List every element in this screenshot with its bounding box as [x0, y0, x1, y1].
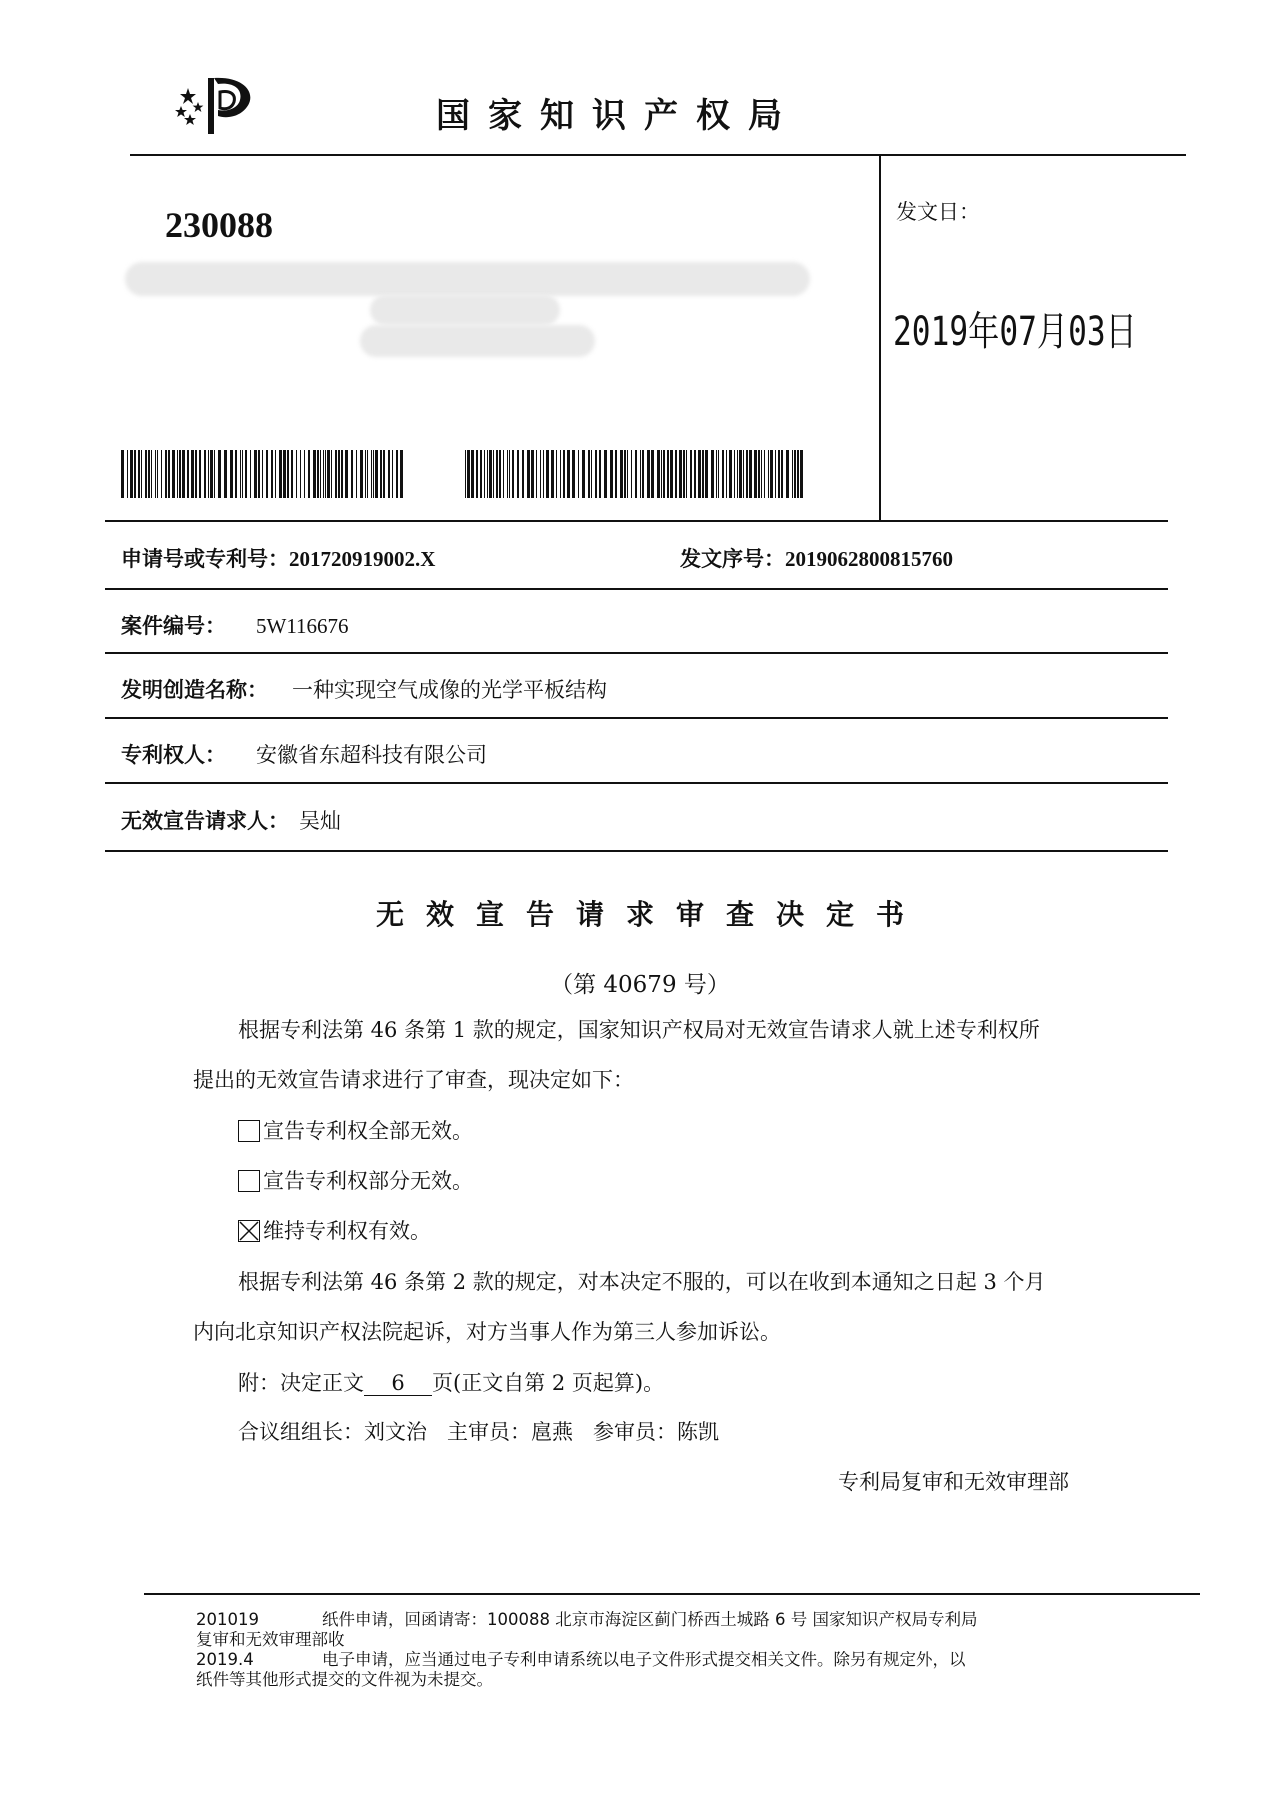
barcode-bar: [338, 450, 340, 498]
serial-number-row: [680, 543, 953, 573]
option-maintain-valid-label: 维持专利权有效。: [263, 1219, 431, 1243]
invention-title-value: 一种实现空气成像的光学平板结构: [292, 678, 607, 702]
barcode-bar: [138, 450, 140, 498]
attachment-prefix: 附：决定正文: [238, 1371, 364, 1395]
barcode-bar: [487, 450, 488, 498]
barcode-bar: [794, 450, 796, 498]
requester-row: [121, 805, 341, 835]
barcode-bar: [145, 450, 147, 498]
barcode-bar: [214, 450, 215, 498]
application-number-label: 申请号或专利号：: [121, 547, 289, 571]
barcode-bar: [615, 450, 617, 498]
barcode-bar: [509, 450, 510, 498]
barcode-bar: [588, 450, 590, 498]
barcode-bar: [204, 450, 206, 498]
barcode-bar: [365, 450, 366, 498]
barcode-bar: [739, 450, 742, 498]
row-divider-3: [105, 717, 1168, 719]
barcode-bar: [754, 450, 757, 498]
barcode-bar: [578, 450, 579, 498]
barcode-bar: [567, 450, 570, 498]
redacted-address-line-1: [125, 262, 810, 296]
barcode-bar: [797, 450, 799, 498]
barcode-bar: [165, 450, 167, 498]
barcode-bar: [210, 450, 213, 498]
barcode-bar: [563, 450, 565, 498]
paragraph-1-line-1: 根据专利法第 46 条第 1 款的规定，国家知识产权局对无效宣告请求人就上述专利权所: [238, 1018, 1040, 1042]
barcode-bar: [300, 450, 301, 498]
barcode-bar: [187, 450, 189, 498]
footer-line-3: [196, 1650, 966, 1669]
barcode-bar: [388, 450, 390, 498]
barcode-bar: [726, 450, 727, 498]
barcode-bar: [141, 450, 142, 498]
barcode-bar: [121, 450, 124, 498]
barcode-bar: [341, 450, 343, 498]
barcode-bar: [199, 450, 201, 498]
barcode-bar: [781, 450, 783, 498]
barcode-bar: [240, 450, 241, 498]
invention-title-row: [121, 674, 607, 704]
barcode-bar: [151, 450, 152, 498]
barcode-bar: [512, 450, 514, 498]
decision-title: 无效宣告请求审查决定书: [375, 898, 926, 931]
barcode-bar: [631, 450, 632, 498]
barcode-bar: [287, 450, 289, 498]
barcode-bar: [683, 450, 685, 498]
barcode-bar: [308, 450, 310, 498]
barcode-bar: [778, 450, 780, 498]
barcode-bar: [540, 450, 541, 498]
barcode-bar: [351, 450, 353, 498]
requester-label: 无效宣告请求人：: [121, 809, 289, 833]
option-invalidate-all-label: 宣告专利权全部无效。: [263, 1119, 473, 1143]
barcode-bar: [360, 450, 363, 498]
footer-line-1: [196, 1610, 977, 1629]
barcode-bar: [620, 450, 623, 498]
barcode-bar: [380, 450, 382, 498]
barcode-bar: [471, 450, 474, 498]
barcode-bar: [591, 450, 592, 498]
barcode-bar: [722, 450, 724, 498]
barcode-bar: [325, 450, 326, 498]
barcode-bar: [711, 450, 714, 498]
redacted-address-line-3: [360, 325, 595, 357]
footer-paper-application: 纸件申请，回函请寄：100088 北京市海淀区蓟门桥西土城路 6 号 国家知识产权局专利局: [322, 1610, 978, 1629]
footer-line-4: 纸件等其他形式提交的文件视为未提交。: [196, 1670, 493, 1689]
barcode-bar: [507, 450, 508, 498]
barcode-bar: [161, 450, 162, 498]
barcode-bar: [258, 450, 260, 498]
barcode-bar: [182, 450, 185, 498]
footer-line-2: 复审和无效审理部收: [196, 1630, 345, 1649]
barcode-bar: [191, 450, 194, 498]
option-invalidate-part-label: 宣告专利权部分无效。: [263, 1169, 473, 1193]
option-invalidate-all: [238, 1120, 473, 1142]
checkbox-icon: [238, 1120, 260, 1142]
barcode-bar: [465, 450, 466, 498]
row-divider-5: [105, 850, 1168, 852]
paragraph-1-line-2: 提出的无效宣告请求进行了审查，现决定如下：: [193, 1068, 634, 1092]
barcode-bar: [764, 450, 765, 498]
barcode-bar: [599, 450, 601, 498]
barcode-bar: [271, 450, 273, 498]
barcode-bar: [734, 450, 735, 498]
barcode-bar: [400, 450, 403, 498]
barcode-bar: [373, 450, 374, 498]
barcode-bar: [172, 450, 175, 498]
patentee-label: 专利权人：: [121, 743, 226, 767]
barcode-bar: [546, 450, 549, 498]
barcode-right: [465, 450, 810, 498]
barcode-bar: [624, 450, 626, 498]
barcode-bar: [749, 450, 752, 498]
barcode-bar: [716, 450, 717, 498]
checkbox-icon: [238, 1170, 260, 1192]
barcode-bar: [543, 450, 544, 498]
barcode-bar: [770, 450, 773, 498]
barcode-bar: [627, 450, 628, 498]
barcode-bar: [480, 450, 482, 498]
serial-number-value: 2019062800815760: [785, 547, 953, 571]
attachment-pages: 6: [364, 1372, 432, 1396]
barcode-bar: [792, 450, 793, 498]
barcode-bar: [235, 450, 237, 498]
barcode-bar: [556, 450, 557, 498]
barcode-bar: [768, 450, 769, 498]
header-vertical-divider: [879, 156, 881, 522]
case-number-label: 案件编号：: [121, 614, 226, 638]
barcode-bar: [134, 450, 136, 498]
barcode-bar: [761, 450, 762, 498]
barcode-bar: [275, 450, 276, 498]
barcode-bar: [702, 450, 704, 498]
barcode-bar: [800, 450, 803, 498]
barcode-bar: [651, 450, 654, 498]
patentee-row: [121, 739, 487, 769]
postcode: 230088: [165, 205, 273, 245]
barcode-bar: [356, 450, 357, 498]
issuing-department: 专利局复审和无效审理部: [838, 1470, 1069, 1494]
barcode-bar: [484, 450, 485, 498]
barcode-bar: [467, 450, 470, 498]
barcode-bar: [218, 450, 221, 498]
row-divider-4: [105, 782, 1168, 784]
barcode-bar: [127, 450, 128, 498]
barcode-bar: [527, 450, 530, 498]
barcode-bar: [661, 450, 662, 498]
attachment-suffix: 页(正文自第 2 页起算)。: [432, 1371, 665, 1395]
dispatch-date-label: 发文日：: [896, 200, 980, 224]
barcode-bar: [489, 450, 492, 498]
requester-value: 吴灿: [299, 809, 341, 833]
case-number-value: 5W116676: [256, 614, 349, 638]
barcode-bar: [291, 450, 293, 498]
barcode-bar: [694, 450, 696, 498]
barcode-bar: [230, 450, 233, 498]
barcode-bar: [503, 450, 504, 498]
barcode-bar: [635, 450, 637, 498]
barcode-bar: [224, 450, 227, 498]
barcode-bar: [195, 450, 197, 498]
row-divider-2: [105, 652, 1168, 654]
footer-code-1: 201019: [196, 1610, 259, 1629]
barcode-bar: [317, 450, 319, 498]
barcode-bar: [383, 450, 385, 498]
office-name: 国家知识产权局: [436, 96, 800, 136]
paragraph-2-line-2: 内向北京知识产权法院起诉，对方当事人作为第三人参加诉讼。: [193, 1320, 781, 1344]
barcode-bar: [758, 450, 760, 498]
option-invalidate-part: [238, 1170, 473, 1192]
invention-title-label: 发明创造名称：: [121, 678, 268, 702]
option-maintain-valid: [238, 1220, 431, 1242]
barcode-bar: [595, 450, 597, 498]
application-number-row: [121, 543, 435, 573]
barcode-bar: [582, 450, 585, 498]
application-number-value: 201720919002.X: [289, 547, 436, 571]
paragraph-2-line-1: 根据专利法第 46 条第 2 款的规定，对本决定不服的，可以在收到本通知之日起 3 个月: [238, 1270, 1046, 1294]
barcode-bar: [775, 450, 776, 498]
dispatch-date: 2019年07月03日: [893, 309, 1137, 355]
barcode-bar: [551, 450, 554, 498]
address-divider: [105, 520, 1168, 522]
serial-number-label: 发文序号：: [680, 547, 785, 571]
barcode-bar: [746, 450, 748, 498]
patentee-value: 安徽省东超科技有限公司: [256, 743, 487, 767]
redacted-address-line-2: [370, 295, 560, 325]
barcode-bar: [296, 450, 297, 498]
panel-members: 合议组组长：刘文治 主审员：扈燕 参审员：陈凯: [238, 1420, 720, 1444]
barcode-bar: [663, 450, 665, 498]
barcode-bar: [148, 450, 150, 498]
barcode-bar: [327, 450, 330, 498]
barcode-bar: [331, 450, 332, 498]
barcode-bar: [517, 450, 519, 498]
checked-checkbox-icon: [238, 1220, 260, 1242]
barcode-bar: [304, 450, 305, 498]
barcode-bar: [496, 450, 498, 498]
barcode-bar: [737, 450, 738, 498]
barcode-bar: [262, 450, 263, 498]
barcode-bar: [130, 450, 133, 498]
barcode-bar: [250, 450, 251, 498]
barcode-bar: [647, 450, 650, 498]
barcode-bar: [208, 450, 209, 498]
barcode-bar: [323, 450, 324, 498]
barcode-bar: [705, 450, 708, 498]
footer-code-2: 2019.4: [196, 1650, 254, 1669]
barcode-bar: [675, 450, 677, 498]
barcode-bar: [642, 450, 644, 498]
barcode-bar: [254, 450, 257, 498]
barcode-bar: [531, 450, 534, 498]
barcode-bar: [157, 450, 158, 498]
barcode-bar: [686, 450, 687, 498]
barcode-bar: [667, 450, 669, 498]
barcode-bar: [493, 450, 494, 498]
barcode-bar: [560, 450, 561, 498]
barcode-bar: [313, 450, 316, 498]
barcode-bar: [743, 450, 744, 498]
barcode-bar: [729, 450, 732, 498]
decision-number: （第 40679 号）: [550, 972, 730, 998]
barcode-bar: [786, 450, 789, 498]
case-number-row: [121, 610, 349, 640]
barcode-bar: [179, 450, 181, 498]
barcode-bar: [640, 450, 641, 498]
barcode-bar: [396, 450, 398, 498]
row-divider-1: [105, 588, 1168, 590]
barcode-bar: [371, 450, 372, 498]
barcode-bar: [476, 450, 478, 498]
barcode-left: [121, 450, 406, 498]
barcode-bar: [177, 450, 178, 498]
barcode-bar: [604, 450, 607, 498]
barcode-bar: [536, 450, 537, 498]
barcode-bar: [698, 450, 701, 498]
attachment-line: [238, 1372, 664, 1396]
barcode-bar: [522, 450, 524, 498]
barcode-bar: [572, 450, 575, 498]
barcode-bar: [242, 450, 243, 498]
barcode-bar: [657, 450, 660, 498]
barcode-bar: [283, 450, 286, 498]
barcode-bar: [168, 450, 170, 498]
barcode-bar: [335, 450, 337, 498]
barcode-bar: [392, 450, 393, 498]
barcode-bar: [245, 450, 247, 498]
barcode-bar: [499, 450, 501, 498]
barcode-bar: [690, 450, 692, 498]
footer-divider: [144, 1593, 1200, 1595]
barcode-bar: [679, 450, 682, 498]
barcode-bar: [266, 450, 268, 498]
barcode-bar: [320, 450, 321, 498]
footer-electronic-application: 电子申请，应当通过电子专利申请系统以电子文件形式提交相关文件。除另有规定外，以: [322, 1650, 966, 1669]
barcode-bar: [670, 450, 673, 498]
header-divider: [130, 154, 1186, 156]
barcode-bar: [155, 450, 156, 498]
barcode-bar: [610, 450, 613, 498]
cnipa-logo-icon: [170, 72, 270, 142]
barcode-bar: [375, 450, 378, 498]
barcode-bar: [367, 450, 368, 498]
barcode-bar: [718, 450, 719, 498]
barcode-bar: [345, 450, 348, 498]
barcode-bar: [279, 450, 282, 498]
